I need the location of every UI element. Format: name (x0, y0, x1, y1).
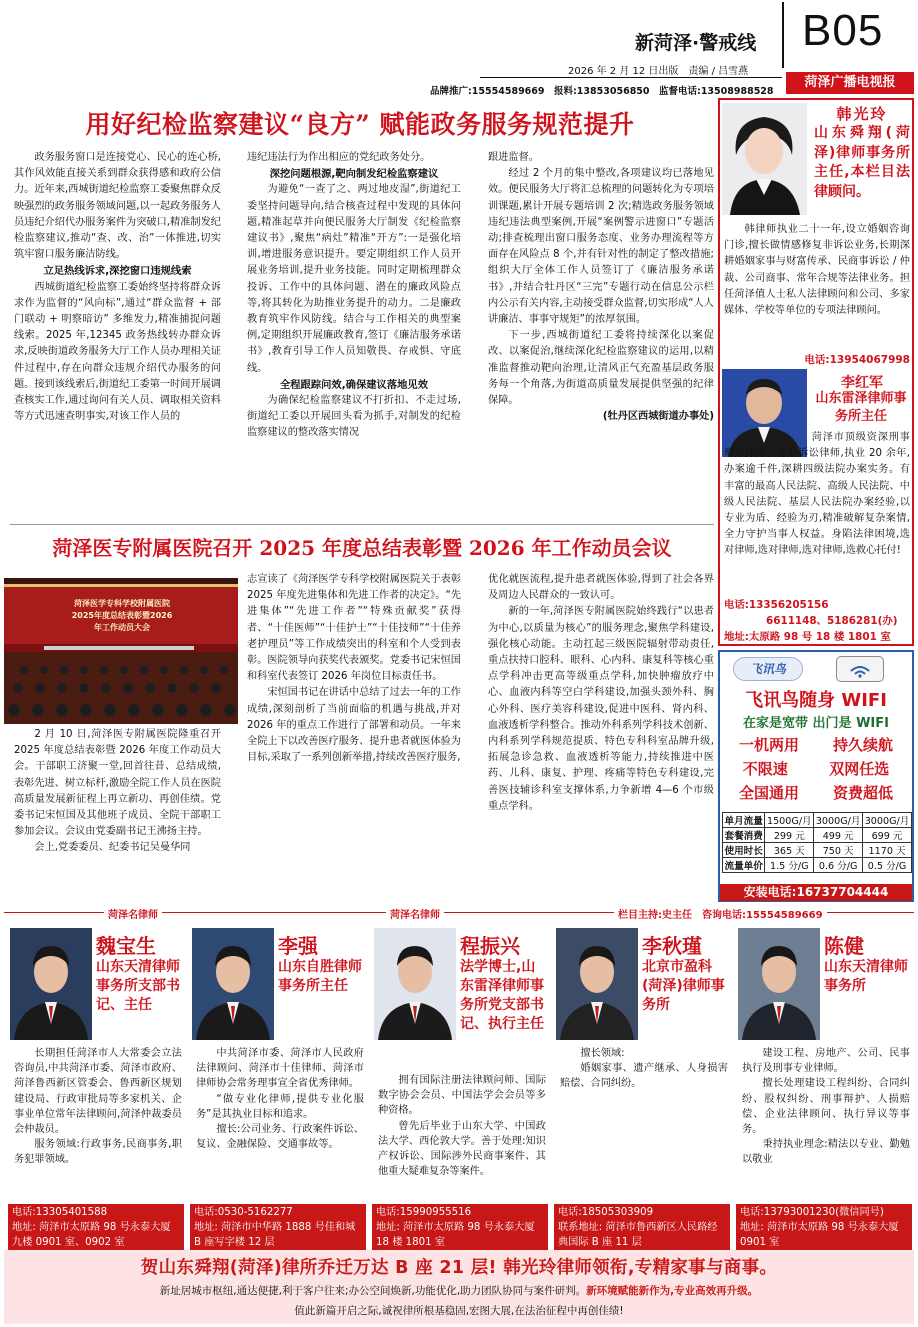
lawyer-name: 程振兴 (460, 934, 520, 958)
lawyer-portrait-icon (556, 928, 638, 1040)
avatar-han (722, 103, 807, 215)
lawyer-portrait-icon (10, 928, 92, 1040)
wifi-price-table (722, 812, 912, 873)
lawyer-bio-paragraph: 服务领域:行政事务,民商事务,职务犯罪领域。 (14, 1139, 182, 1166)
lawyer-title: 山东天清律师事务所 (824, 959, 908, 994)
paragraph: 2 月 10 日,菏泽医专附属医院隆重召开 2025 年度总结表彰暨 2026 年度工作动员大会。干部职工济聚一堂,回首往昔、总结成绩,表彰先进、树立标杆,激励全院工作人员在医院高质量发展新征程上再立新功、再创佳绩。党委书记宋恒国及其他班子成员、全院干部职工参加会议。会议由党委副书记王沸扬主持。 (14, 729, 221, 838)
lawyer2-phone2: 6611148、5186281(办) (766, 615, 898, 627)
banner-line1-text: 新址居城市枢纽,通达便捷,利于客户往来;办公空间焕新,功能优化,助力团队协同与案件研判。 (159, 1285, 587, 1297)
lawyer-address: 地址: 菏泽市中华路 1888 号佳和城 B 座写字楼 12 层 (194, 1222, 356, 1248)
lawyer-bio-paragraph: “做专业化律师,提供专业化服务”是其执业目标和追求。 (196, 1093, 364, 1120)
lawyer-contact (8, 1204, 184, 1251)
paragraph: 会上,党委委员、纪委书记吴曼华同 (34, 842, 191, 854)
lawyer-address: 地址: 菏泽市太原路 98 号永泰大厦 18 楼 1801 室 (376, 1222, 535, 1248)
lawyer-card (732, 928, 915, 1248)
paragraph: 为确保纪检监察建议不打折扣、不走过场,街道纪工委以开展回头看为抓手,对制发的纪检监察建议的整改落实情况 (247, 395, 461, 439)
station-badge: 菏泽广播电视报 (786, 72, 914, 94)
paragraph: 违纪违法行为作出相应的党纪政务处分。 (247, 152, 431, 163)
paragraph: 政务服务窗口是连接党心、民心的连心桥,其作风效能直接关系到群众获得感和政府公信力。近年来,西城街道纪检监察工委聚焦群众反映强烈的政务服务领域问题,以一起政务服务人员违纪介绍代办服务案件为突破口,精准制发纪检监察建议,推动“查、改、治”一体推进,切实筑牢窗口服务廉洁防线。 (14, 152, 222, 261)
price-row (723, 858, 912, 873)
lawyer-phone: 电话:18505303909 (558, 1207, 654, 1218)
lawyer2-addr: 地址:太原路 98 号 18 楼 1801 室 (724, 631, 891, 643)
paragraph: 新的一年,菏泽医专附属医院始终践行“以患者为中心,以质量为核心”的服务理念,聚焦学科建设,强化核心动能。主动扛起三级医院辐射带动责任,重点扶持口腔科、眼科、心内科、康复科等核心重点学科冲击更高等级重点学科,加快肿瘤放疗中心、血液内科等空白学科建设,加强头颈外科、胸心外科、医疗美容科建设,促进中医科、肾内科、血液透析学科整合。推动外科系列学科技术创新、内科系列学科规范提质、特色专科科室品牌升级,拓展急诊急救、血液透析等能力,持续推进中医药、儿科、康复、护理、疼痛等特色专科建设,完善医技辅诊科室支撑体系,力争新增 4—6 个市级重点学科。 (488, 606, 714, 812)
lawyer-contact (736, 1204, 912, 1251)
price-cell: 299 元 (765, 828, 814, 843)
lawyer-photo (738, 928, 820, 1040)
contacts-line: 品牌推广:15554589669 报料:13853056850 监督电话:13508988528 (430, 86, 774, 97)
lawyer1-phone: 电话:13954067998 (804, 354, 910, 366)
paragraph: 跟进监督。 (488, 152, 539, 163)
header-vline (782, 2, 784, 68)
price-cell: 1500G/月 (765, 813, 814, 828)
wifi-phone: 安装电话:16737704444 (720, 884, 912, 901)
price-cell: 流量单价 (723, 858, 765, 873)
paragraph: 优化就医流程,提升患者就医体验,得到了社会各界及周边人民群众的一致认可。 (488, 574, 714, 602)
lawyer2-bio: 菏泽市顶级资深刑事辩护律师、专业诉讼律师,执业 20 余年,办案逾千件,深耕四级法院办案实务。有丰富的最高人民法院、高级人民法院、中级人民法院、基层人民法院办案经验,以专业为盾、经验为刃,精准破解复杂案情,全力守护当事人权益。身陷法律困境,选对律师,选对律师,选对律师,选救心托付! (724, 432, 910, 557)
lawyer-contact (372, 1204, 548, 1251)
article1-title: 用好纪检监察建议“良方” 赋能政务服务规范提升 (85, 110, 635, 139)
header-hline (480, 77, 782, 78)
article2-col2 (247, 572, 461, 766)
price-cell: 750 天 (814, 843, 863, 858)
lawyer-bio-paragraph: 建设工程、房地产、公司、民事执行及刑事专业律师。 (742, 1048, 910, 1075)
paragraph: 志宣读了《菏泽医学专科学校附属医院关于表彰 2025 年度先进集体和先进工作者的决定》。“先进集体”“先进工作者”“特殊贡献奖”获得者、“十佳医师”“十佳护士”“十佳技师”“十佳养老护理员”等工作成绩突出的科室和个人受到表彰。医院领导向获奖代表颁奖。党委书记宋恒国和科室代表签订 2026 年岗位目标责任书。 (247, 574, 461, 683)
lawyer2-contact (724, 597, 912, 645)
lawyer-title: 山东天清律师事务所支部书记、主任 (96, 959, 180, 1013)
section-title: 新菏泽·警戒线 (635, 32, 757, 54)
band-label-left: 菏泽名律师 (104, 906, 162, 921)
article1-col2 (247, 150, 461, 442)
subheading: 深挖问题根源,靶向制发纪检监察建议 (269, 168, 439, 181)
date-line: 2026 年 2 月 12 日出版 责编 / 吕雪燕 (568, 66, 749, 77)
lawyer1-desc: 山东舜翔(菏泽)律师事务所主任,本栏目法律顾问。 (814, 125, 910, 200)
lawyer2-name: 李红军 (841, 375, 883, 391)
banner-line1 (4, 1283, 914, 1298)
photo-banner-text: 菏泽医学专科学校附属医院 2025年度总结表彰暨2026年工作动员大会 (71, 599, 173, 632)
price-cell: 365 天 (765, 843, 814, 858)
price-cell: 699 元 (863, 828, 912, 843)
article2-title: 菏泽医专附属医院召开 2025 年度总结表彰暨 2026 年工作动员会议 (52, 536, 672, 560)
price-row (723, 843, 912, 858)
lawyer-phone: 电话:13793001230(微信同号) (740, 1207, 884, 1218)
article-divider (10, 524, 714, 525)
lawyer-phone: 电话:13305401588 (12, 1207, 108, 1218)
band-label-mid: 菏泽名律师 (386, 906, 444, 921)
lawyer-card (550, 928, 733, 1248)
paragraph: 经过 2 个月的集中整改,各项建议均已落地见效。便民服务大厅将汇总梳理的问题转化为专项培训课题,累计开展专题培训 2 次;精选政务服务领域违纪违法典型案例,开展“案例警示进窗口”专题活动;排查梳理出窗口服务态度、业务办理流程等方面存在风险点 8 个,并有针对性的制定了整改措施;组织大厅全体工作人员签订了《廉洁服务承诺书》,并结合牡丹区“三完”专题行动在信息公示栏内公示有关内容,主动接受群众监督,切实形成“人人讲廉洁、事事守规矩”的浓厚氛围。 (488, 168, 714, 326)
price-row (723, 813, 912, 828)
wifi-logo: 飞讯鸟 (733, 657, 803, 681)
lawyer-name: 李秋瑾 (642, 934, 702, 958)
price-cell: 3000G/月 (863, 813, 912, 828)
price-cell: 1170 天 (863, 843, 912, 858)
article1-col1 (14, 150, 221, 425)
lawyer-contact (190, 1204, 366, 1251)
lawyer-photo (10, 928, 92, 1040)
lawyer-bio (196, 1046, 364, 1152)
lawyer-address: 地址: 菏泽市太原路 98 号永泰大厦 0901 室 (740, 1222, 899, 1248)
lawyer-card (4, 928, 187, 1248)
price-cell: 3000G/月 (814, 813, 863, 828)
lawyer-photo (192, 928, 274, 1040)
wifi-slogan: 在家是宽带 出门是 WIFI (743, 716, 889, 731)
header (0, 0, 918, 100)
lawyer-photo (556, 928, 638, 1040)
lawyer-portrait-icon (738, 928, 820, 1040)
wifi-feature: 不限速 (742, 760, 788, 778)
lawyer-title: 北京市盈科(菏泽)律师事务所 (642, 959, 725, 1013)
wifi-feature: 全国通用 (738, 784, 799, 802)
paragraph: 西城街道纪检监察工委始终坚持将群众诉求作为监督的“风向标”,通过“群众监督 + 部门联动 + 明察暗访” 多维发力,精准捕捉问题线索。2025 年,12345 政务热线转办群众诉求,反映街道政务服务大厅工作人员办理相关证件过程中,存在向群众违规介绍代办服务的问题。接到该线索后,街道纪工委第一时间开展调查核实工作,通过询问有关人员、调取相关资料等方式迅速查明事实,对该工作人员的 (14, 281, 221, 423)
page-number: B05 (802, 6, 884, 55)
price-cell: 0.6 分/G (814, 858, 863, 873)
lawyer-portrait-icon (192, 928, 274, 1040)
banner-title: 贺山东舜翔(菏泽)律所乔迁万达 B 座 21 层! 韩光玲律师领衔,专精家事与商事。 (140, 1258, 778, 1278)
meeting-photo (4, 578, 238, 724)
lawyer1-bio: 韩律师执业二十一年,设立婚姻咨询门诊,擅长做情感修复非诉讼业务,长期深耕婚姻家事与财富传承、民商事诉讼 / 仲裁、公司商事、常年合规等法律业务。担任菏泽值人士私人法律顾问和公司、多家媒体、学校等单位的专项法律顾问。 (724, 224, 910, 317)
lawyer-name: 魏宝生 (96, 934, 156, 958)
subheading: 全程跟踪问效,确保建议落地见效 (279, 378, 429, 391)
lawyer-bio-paragraph: 擅长领域: (580, 1048, 625, 1059)
price-cell: 单月流量 (723, 813, 765, 828)
wifi-title: 飞讯鸟随身 WIFI (745, 690, 887, 711)
byline: (牡丹区西城街道办事处) (602, 411, 714, 423)
banner-line1-highlight: 新环境赋能新作为,专业高效再升级。 (586, 1285, 759, 1297)
wifi-feature: 双网任选 (829, 760, 890, 778)
lawyer-contact (554, 1204, 730, 1251)
lawyer-photo (374, 928, 456, 1040)
price-cell: 499 元 (814, 828, 863, 843)
lawyer-bio-paragraph: 中共菏泽市委、菏泽市人民政府法律顾问、菏泽市十佳律师、菏泽市律师协会常务理事宣全省优秀律师。 (196, 1048, 364, 1090)
paragraph: 下一步,西城街道纪工委将持续深化以案促改、以案促治,继续深化纪检监察建议的运用,以精准监督推动靶向治理,让清风正气充盈基层政务服务每一个角落,为街道高质量发展提供坚强的纪律保障。 (488, 330, 714, 407)
wifi-feature: 持久续航 (832, 736, 893, 754)
lawyer-address: 联系地址: 菏泽市鲁西新区人民路经典国际 B 座 11 层 (558, 1222, 718, 1248)
price-cell: 1.5 分/G (765, 858, 814, 873)
article2-col1 (14, 727, 221, 857)
subheading: 立足热线诉求,深挖窗口违规线索 (43, 265, 192, 278)
lawyer-bio (14, 1046, 182, 1168)
lawyer-bio (378, 1073, 546, 1179)
article1-col3 (488, 150, 714, 425)
lawyer-portrait-icon (374, 928, 456, 1040)
paragraph: 宋恒国书记在讲话中总结了过去一年的工作成绩,深刻剖析了当前面临的机遇与挑战,并对 2026 年的重点工作进行了部署和动员。一年来全院上下以改善医疗服务、提升患者就医体验为目标,采取了一系列创新举措,持续改善医疗服务, (247, 687, 461, 764)
lawyer-bio-paragraph: 擅长处理建设工程纠纷、合同纠纷、股权纠纷、刑事辩护、人损赔偿、企业法律顾问、执行异议等事务。 (742, 1078, 910, 1136)
lawyer-bio (742, 1046, 910, 1168)
lawyer-bio (560, 1046, 728, 1092)
lawyer-bio-paragraph: 长期担任菏泽市人大常委会立法咨询员,中共菏泽市委、菏泽市政府、菏泽鲁西新区管委会、鲁西新区规划建设局、行政审批局等多家机关、企事业单位常年法律顾问,菏泽仲裁委员会仲裁员。 (14, 1048, 182, 1136)
lawyer-bio-paragraph: 擅长:公司业务、行政案件诉讼、复议、金融保险、交通事故等。 (196, 1124, 364, 1151)
paragraph: 为避免“一查了之、两过地皮湿”,街道纪工委坚持问题导向,结合核查过程中发现的具体问题,精准起草并向便民服务大厅制发《纪检监察建议书》,聚焦“病灶”精准“开方”:一是强化培训,增进服务意识提升。要定期组织工作人员开展业务培训,提升业务技能。同时定期梳理群众投诉、工作中的具体问题、潜在的廉政风险点等,将其转化为助推业务提升的动力。二是廉政教育筑牢作风防线。结合与工作相关的典型案例,定期组织开展廉政教育,签订《廉洁服务承诺书》,教育引导工作人员知敬畏、存戒惧、守底线。 (247, 184, 461, 374)
wifi-feature: 一机两用 (738, 736, 799, 754)
lawyer-card (368, 928, 551, 1248)
lawyer-title: 法学博士,山东雷泽律师事务所党支部书记、执行主任 (460, 959, 544, 1032)
price-cell: 使用时长 (723, 843, 765, 858)
lawyer-phone: 电话:0530-5162277 (194, 1207, 293, 1218)
lawyer-card (186, 928, 369, 1248)
lawyer-bio-paragraph: 秉持执业理念:精法以专业、勤勉以敬业 (742, 1139, 910, 1166)
lawyer-name: 李强 (278, 934, 318, 958)
banner-line2: 值此新篇开启之际,诚祝律所根基稳固,宏图大展,在法治征程中再创佳绩! (294, 1305, 624, 1317)
price-cell: 0.5 分/G (863, 858, 912, 873)
lawyer-bio-paragraph: 曾先后毕业于山东大学、中国政法大学、西伦敦大学。善于处理:知识产权诉讼、国际涉外民商事案件、其他重大疑难复杂等案件。 (378, 1120, 546, 1178)
wifi-features (722, 733, 910, 805)
lawyer-bio-paragraph: 婚姻家事、遗产继承、人身损害赔偿、合同纠纷。 (560, 1063, 728, 1090)
article2-col3 (488, 572, 714, 815)
wifi-device-icon (836, 656, 884, 682)
price-cell: 套餐消费 (723, 828, 765, 843)
lawyer-name: 陈健 (824, 934, 864, 958)
lawyer-bio-paragraph: 拥有国际注册法律顾问师、国际数字协会会员、中国法学会会员等多种资格。 (378, 1075, 546, 1117)
lawyer-phone: 电话:15990955516 (376, 1207, 472, 1218)
lawyer2-desc: 山东雷泽律师事务所主任 (815, 391, 907, 424)
woman-portrait-icon (722, 103, 807, 215)
lawyer-address: 地址: 菏泽市太原路 98 号永泰大厦九楼 0901 室、0902 室 (12, 1222, 171, 1248)
wifi-feature: 资费超低 (832, 784, 893, 802)
lawyer-title: 山东自胜律师事务所主任 (278, 959, 362, 994)
price-row (723, 828, 912, 843)
lawyer1-name: 韩光玲 (836, 105, 888, 123)
lawyer2-phone1: 电话:13356205156 (724, 599, 829, 611)
band-label-right: 栏目主持:史主任 咨询电话:15554589669 (614, 906, 827, 921)
